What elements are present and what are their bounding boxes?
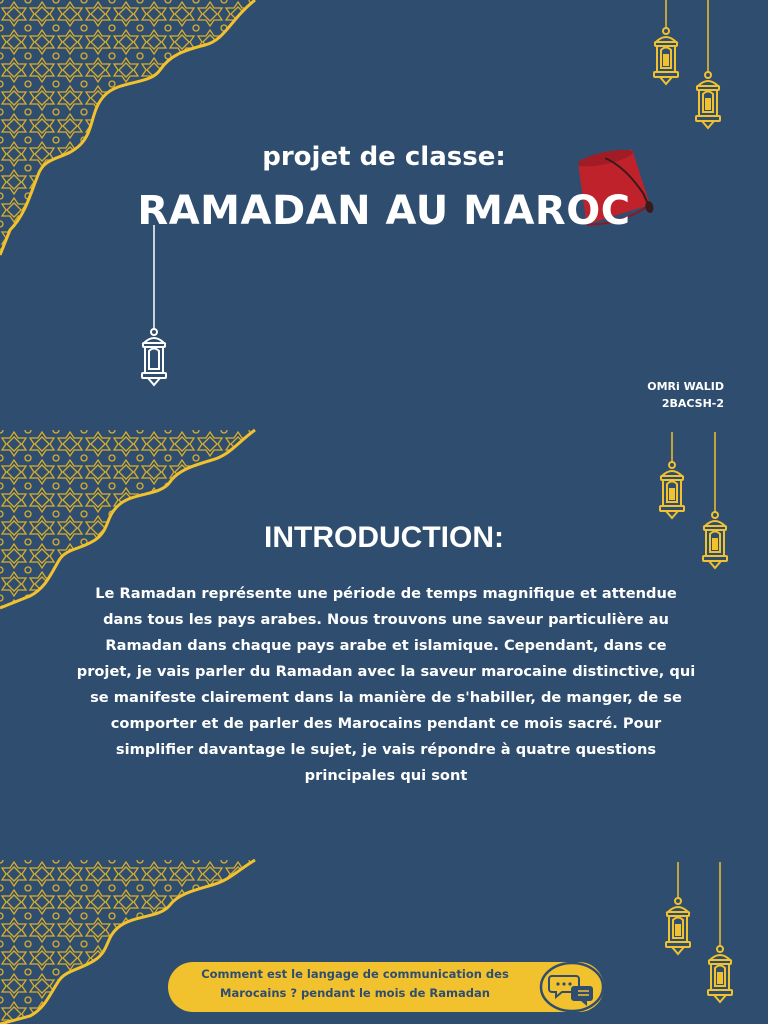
lantern-icon (650, 0, 682, 100)
lantern-icon (662, 862, 694, 974)
author-name: OMRi WALID (647, 380, 724, 393)
question-text: Comment est le langage de communication des Marocains ? pendant le mois de Ramadan (201, 967, 509, 1000)
page-subtitle: projet de classe: (262, 142, 506, 172)
introduction-body: Le Ramadan représente une période de temps magnifique et attendue dans tous les pays arabes. Nous trouvons une saveur particulière au Ramadan dans chaque pays arabe et islamique. Cependant, dans ce projet, je vais parler du Ramadan avec la saveur marocaine distinctive, qui se manifeste clairement dans la manière de s'habiller, de manger, de se comporter et de parler des Marocains pendant ce mois sacré. Pour simplifier davantage le sujet, je vais répondre à quatre questions principales qui sont (76, 585, 696, 784)
introduction-heading: INTRODUCTION: (264, 521, 504, 554)
author-block (604, 378, 724, 412)
author-class: 2BACSH-2 (661, 397, 724, 410)
lantern-icon (692, 0, 724, 150)
lantern-icon (704, 862, 736, 1024)
lantern-icon (139, 225, 171, 390)
chat-bubbles-icon (538, 960, 606, 1010)
lantern-icon (699, 432, 731, 592)
page-title: RAMADAN AU MAROC (137, 188, 631, 234)
